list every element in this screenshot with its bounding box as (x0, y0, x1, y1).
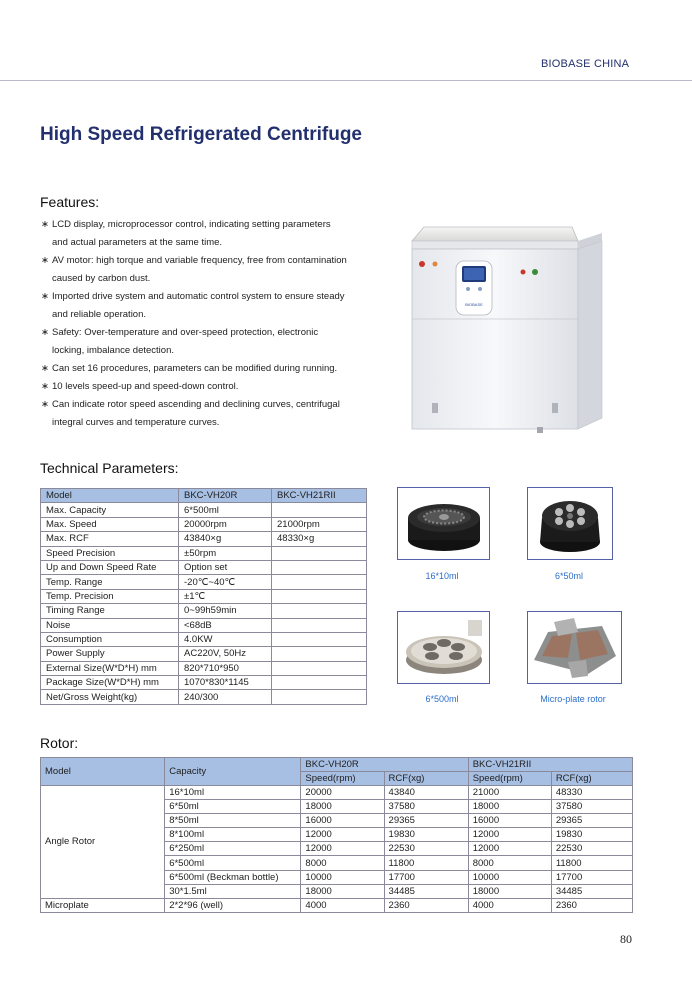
tech-cell (272, 560, 367, 574)
tech-cell: Power Supply (41, 647, 179, 661)
centrifuge-image (402, 213, 612, 433)
feature-text: LCD display, microprocessor control, indicating setting parameters (52, 219, 331, 230)
rotor-col-speed-b: Speed(rpm) (468, 772, 551, 786)
tech-cell (272, 647, 367, 661)
tech-row (41, 575, 367, 589)
rotor-cell: 11800 (551, 856, 632, 870)
tech-header-row (41, 489, 367, 503)
tech-cell (272, 604, 367, 618)
tech-cell: 48330×g (272, 532, 367, 546)
bullet-icon: ∗ (41, 363, 49, 374)
tech-cell: 43840×g (179, 532, 272, 546)
rotor-cell: 19830 (384, 828, 468, 842)
tech-heading: Technical Parameters: (40, 460, 179, 476)
rotor-cell: 22530 (551, 842, 632, 856)
rotor-cell: 16*10ml (165, 786, 301, 800)
rotor-cell: 43840 (384, 786, 468, 800)
tech-row (41, 503, 367, 517)
rotor-cell: 2360 (384, 898, 468, 912)
tech-cell: Temp. Precision (41, 589, 179, 603)
tech-row (41, 604, 367, 618)
tech-cell: Consumption (41, 632, 179, 646)
tech-cell: Package Size(W*D*H) mm (41, 676, 179, 690)
rotor-cell: 18000 (301, 800, 384, 814)
feature-text: 10 levels speed-up and speed-down control. (52, 381, 239, 392)
tech-cell: Speed Precision (41, 546, 179, 560)
tech-cell: Up and Down Speed Rate (41, 560, 179, 574)
feature-text: Safety: Over-temperature and over-speed protection, electronic (52, 327, 319, 338)
tech-row (41, 532, 367, 546)
feature-line (40, 306, 395, 324)
rotor-cell: 6*500ml (165, 856, 301, 870)
tech-header-cell: BKC-VH21RII (272, 489, 367, 503)
tech-cell: 1070*830*1145 (179, 676, 272, 690)
feature-text: Can set 16 procedures, parameters can be modified during running. (52, 363, 338, 374)
rotor-table (40, 757, 633, 913)
feature-line (40, 252, 395, 270)
tech-row (41, 618, 367, 632)
rotor-col-model: Model (41, 758, 165, 786)
rotor-cell: 34485 (551, 884, 632, 898)
bullet-icon: ∗ (41, 219, 49, 230)
feature-line (40, 378, 395, 396)
rotor-cell: 29365 (384, 814, 468, 828)
tech-cell (272, 503, 367, 517)
page-title: High Speed Refrigerated Centrifuge (40, 124, 362, 145)
rotor-col-rcf-a: RCF(xg) (384, 772, 468, 786)
tech-row (41, 676, 367, 690)
tech-cell (272, 575, 367, 589)
bullet-icon: ∗ (41, 399, 49, 410)
tech-cell: Max. RCF (41, 532, 179, 546)
features-list (40, 216, 395, 432)
bullet-icon: ∗ (41, 291, 49, 302)
rotor-caption-3: 6*500ml (425, 694, 459, 704)
tech-cell (272, 546, 367, 560)
bullet-icon: ∗ (41, 381, 49, 392)
tech-cell: Net/Gross Weight(kg) (41, 690, 179, 704)
tech-params-table (40, 488, 367, 705)
rotor-cell: 30*1.5ml (165, 884, 301, 898)
feature-line (40, 288, 395, 306)
tech-row (41, 560, 367, 574)
rotor-cell: 18000 (468, 884, 551, 898)
tech-cell: -20℃~40℃ (179, 575, 272, 589)
tech-cell: Noise (41, 618, 179, 632)
rotor-col-model-b: BKC-VH21RII (468, 758, 632, 772)
rotor-caption-4: Micro-plate rotor (540, 694, 606, 704)
tech-cell: 6*500ml (179, 503, 272, 517)
rotor-cell: 18000 (301, 884, 384, 898)
feature-text: AV motor: high torque and variable frequency, free from contamination (52, 255, 347, 266)
rotor-cell: 20000 (301, 786, 384, 800)
feature-line (40, 414, 395, 432)
rotor-cell: 10000 (301, 870, 384, 884)
rotor-cell: 16000 (468, 814, 551, 828)
rotor-cell: 12000 (301, 828, 384, 842)
feature-text: Can indicate rotor speed ascending and declining curves, centrifugal (52, 399, 340, 410)
tech-cell: 0~99h59min (179, 604, 272, 618)
rotor-cell: 34485 (384, 884, 468, 898)
rotor-row (41, 786, 633, 800)
rotor-col-rcf-b: RCF(xg) (551, 772, 632, 786)
header-brand: BIOBASE CHINA (541, 58, 630, 70)
rotor-cell: 12000 (468, 842, 551, 856)
rotor-cell: Microplate (41, 898, 165, 912)
feature-line (40, 324, 395, 342)
rotor-cell: 2360 (551, 898, 632, 912)
tech-cell: Max. Capacity (41, 503, 179, 517)
tech-row (41, 647, 367, 661)
feature-line (40, 270, 395, 288)
tech-cell: 820*710*950 (179, 661, 272, 675)
tech-cell (272, 632, 367, 646)
tech-row (41, 690, 367, 704)
feature-text: Imported drive system and automatic control system to ensure steady (52, 291, 345, 302)
rotor-image-microplate (527, 611, 622, 684)
tech-cell: Max. Speed (41, 517, 179, 531)
feature-line (40, 216, 395, 234)
feature-text: and reliable operation. (52, 309, 147, 320)
rotor-cell: 29365 (551, 814, 632, 828)
feature-text: locking, imbalance detection. (52, 345, 174, 356)
rotor-cell: 8*100ml (165, 828, 301, 842)
rotor-col-capacity: Capacity (165, 758, 301, 786)
features-heading: Features: (40, 194, 100, 210)
tech-cell: 20000rpm (179, 517, 272, 531)
rotor-type-angle: Angle Rotor (41, 786, 165, 899)
rotor-cell: 12000 (468, 828, 551, 842)
feature-text: and actual parameters at the same time. (52, 237, 223, 248)
tech-cell: <68dB (179, 618, 272, 632)
tech-cell (272, 589, 367, 603)
bullet-icon: ∗ (41, 255, 49, 266)
tech-cell: ±50rpm (179, 546, 272, 560)
tech-cell: 4.0KW (179, 632, 272, 646)
tech-cell: Option set (179, 560, 272, 574)
rotor-cell: 18000 (468, 800, 551, 814)
tech-cell (272, 690, 367, 704)
tech-cell (272, 661, 367, 675)
rotor-col-model-a: BKC-VH20R (301, 758, 468, 772)
machine-logo: BIOBASE (465, 302, 483, 307)
rotor-cell: 21000 (468, 786, 551, 800)
rotor-cell: 8000 (301, 856, 384, 870)
tech-row (41, 517, 367, 531)
rotor-cell: 16000 (301, 814, 384, 828)
tech-header-cell: BKC-VH20R (179, 489, 272, 503)
rotor-cell: 11800 (384, 856, 468, 870)
rotor-cell: 6*250ml (165, 842, 301, 856)
tech-cell: AC220V, 50Hz (179, 647, 272, 661)
tech-cell (272, 676, 367, 690)
tech-row (41, 661, 367, 675)
tech-cell: External Size(W*D*H) mm (41, 661, 179, 675)
feature-line (40, 342, 395, 360)
rotor-cell: 8000 (468, 856, 551, 870)
rotor-cell: 10000 (468, 870, 551, 884)
page-number: 80 (620, 932, 632, 946)
tech-cell: 21000rpm (272, 517, 367, 531)
header-divider (0, 80, 692, 81)
rotor-image-16x10ml (397, 487, 490, 560)
rotor-image-6x50ml (527, 487, 613, 560)
rotor-cell: 6*50ml (165, 800, 301, 814)
rotor-cell: 19830 (551, 828, 632, 842)
rotor-caption-2: 6*50ml (554, 571, 583, 581)
rotor-cell: 4000 (468, 898, 551, 912)
feature-text: integral curves and temperature curves. (52, 417, 220, 428)
rotor-heading: Rotor: (40, 735, 79, 751)
rotor-cell: 4000 (301, 898, 384, 912)
tech-cell (272, 618, 367, 632)
tech-row (41, 589, 367, 603)
tech-header-cell: Model (41, 489, 179, 503)
bullet-icon: ∗ (41, 327, 49, 338)
feature-line (40, 396, 395, 414)
rotor-caption-1: 16*10ml (425, 571, 459, 581)
rotor-cell: 48330 (551, 786, 632, 800)
tech-cell: ±1℃ (179, 589, 272, 603)
rotor-row-microplate (41, 898, 633, 912)
tech-cell: Temp. Range (41, 575, 179, 589)
rotor-cell: 37580 (551, 800, 632, 814)
rotor-image-6x500ml (397, 611, 490, 684)
rotor-cell: 22530 (384, 842, 468, 856)
rotor-col-speed-a: Speed(rpm) (301, 772, 384, 786)
tech-row (41, 546, 367, 560)
rotor-cell: 17700 (551, 870, 632, 884)
rotor-cell: 17700 (384, 870, 468, 884)
rotor-cell: 37580 (384, 800, 468, 814)
tech-cell: 240/300 (179, 690, 272, 704)
tech-row (41, 632, 367, 646)
rotor-cell: 2*2*96 (well) (165, 898, 301, 912)
rotor-cell: 12000 (301, 842, 384, 856)
feature-line (40, 234, 395, 252)
tech-cell: Timing Range (41, 604, 179, 618)
feature-text: caused by carbon dust. (52, 273, 151, 284)
rotor-cell: 8*50ml (165, 814, 301, 828)
feature-line (40, 360, 395, 378)
rotor-cell: 6*500ml (Beckman bottle) (165, 870, 301, 884)
